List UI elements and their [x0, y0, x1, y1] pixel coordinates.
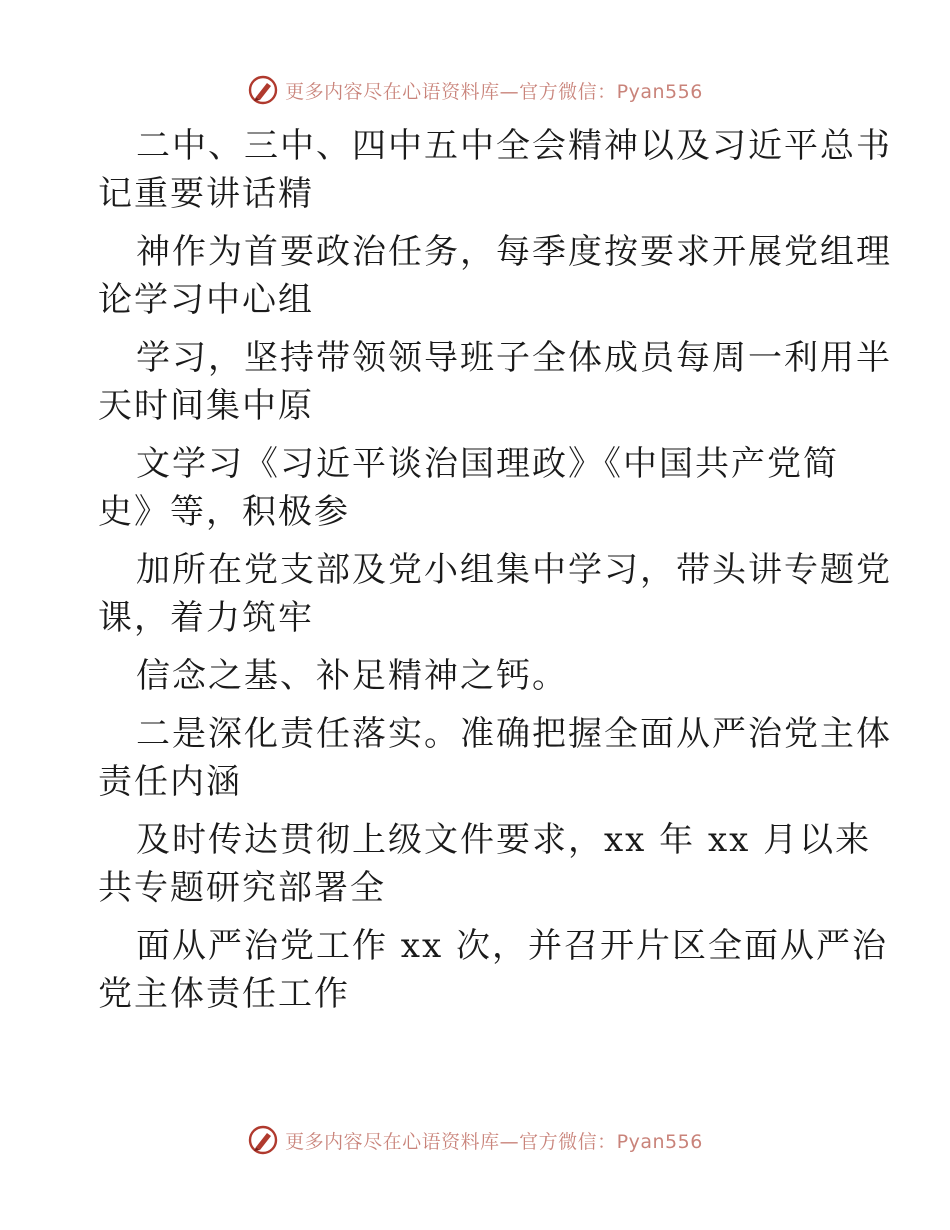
header-watermark	[0, 70, 950, 110]
paragraph-line: 论学习中心组	[98, 280, 314, 320]
paragraph	[98, 816, 872, 912]
paragraph-line: 课，着力筑牢	[98, 598, 314, 638]
paragraph	[98, 710, 892, 806]
paragraph-line: 共专题研究部署全	[98, 868, 386, 908]
paragraph	[98, 652, 858, 700]
paragraph-line: 责任内涵	[98, 762, 242, 802]
paragraph-line: 史》等，积极参	[98, 492, 350, 532]
paragraph-line: 学习，坚持带领领导班子全体成员每周一利用半	[136, 338, 892, 378]
paragraph	[98, 922, 888, 1018]
paragraph	[98, 546, 892, 642]
paragraph-line: 二是深化责任落实。准确把握全面从严治党主体	[136, 714, 892, 754]
document-body	[98, 122, 892, 1028]
pen-logo-icon	[247, 74, 279, 106]
paragraph-line: 二中、三中、四中五中全会精神以及习近平总书	[136, 126, 892, 166]
paragraph-line: 天时间集中原	[98, 386, 314, 426]
watermark-text: 更多内容尽在心语资料库—官方微信：Pyan556	[285, 80, 703, 103]
paragraph-line: 神作为首要政治任务，每季度按要求开展党组理	[136, 232, 892, 272]
paragraph-line: 文学习《习近平谈治国理政》《中国共产党简	[136, 444, 839, 484]
paragraph-line: 党主体责任工作	[98, 974, 350, 1014]
paragraph-line: 及时传达贯彻上级文件要求，xx 年 xx 月以来	[136, 820, 872, 860]
paragraph	[98, 228, 892, 324]
footer-watermark	[0, 1120, 950, 1160]
paragraph	[98, 334, 892, 430]
paragraph	[98, 122, 892, 218]
paragraph-line: 面从严治党工作 xx 次，并召开片区全面从严治	[136, 926, 888, 966]
watermark-text: 更多内容尽在心语资料库—官方微信：Pyan556	[285, 1130, 703, 1153]
paragraph	[98, 440, 858, 536]
paragraph-line: 加所在党支部及党小组集中学习，带头讲专题党	[136, 550, 892, 590]
paragraph-line: 记重要讲话精	[98, 174, 314, 214]
pen-logo-icon	[247, 1124, 279, 1156]
paragraph-line: 信念之基、补足精神之钙。	[136, 656, 568, 696]
